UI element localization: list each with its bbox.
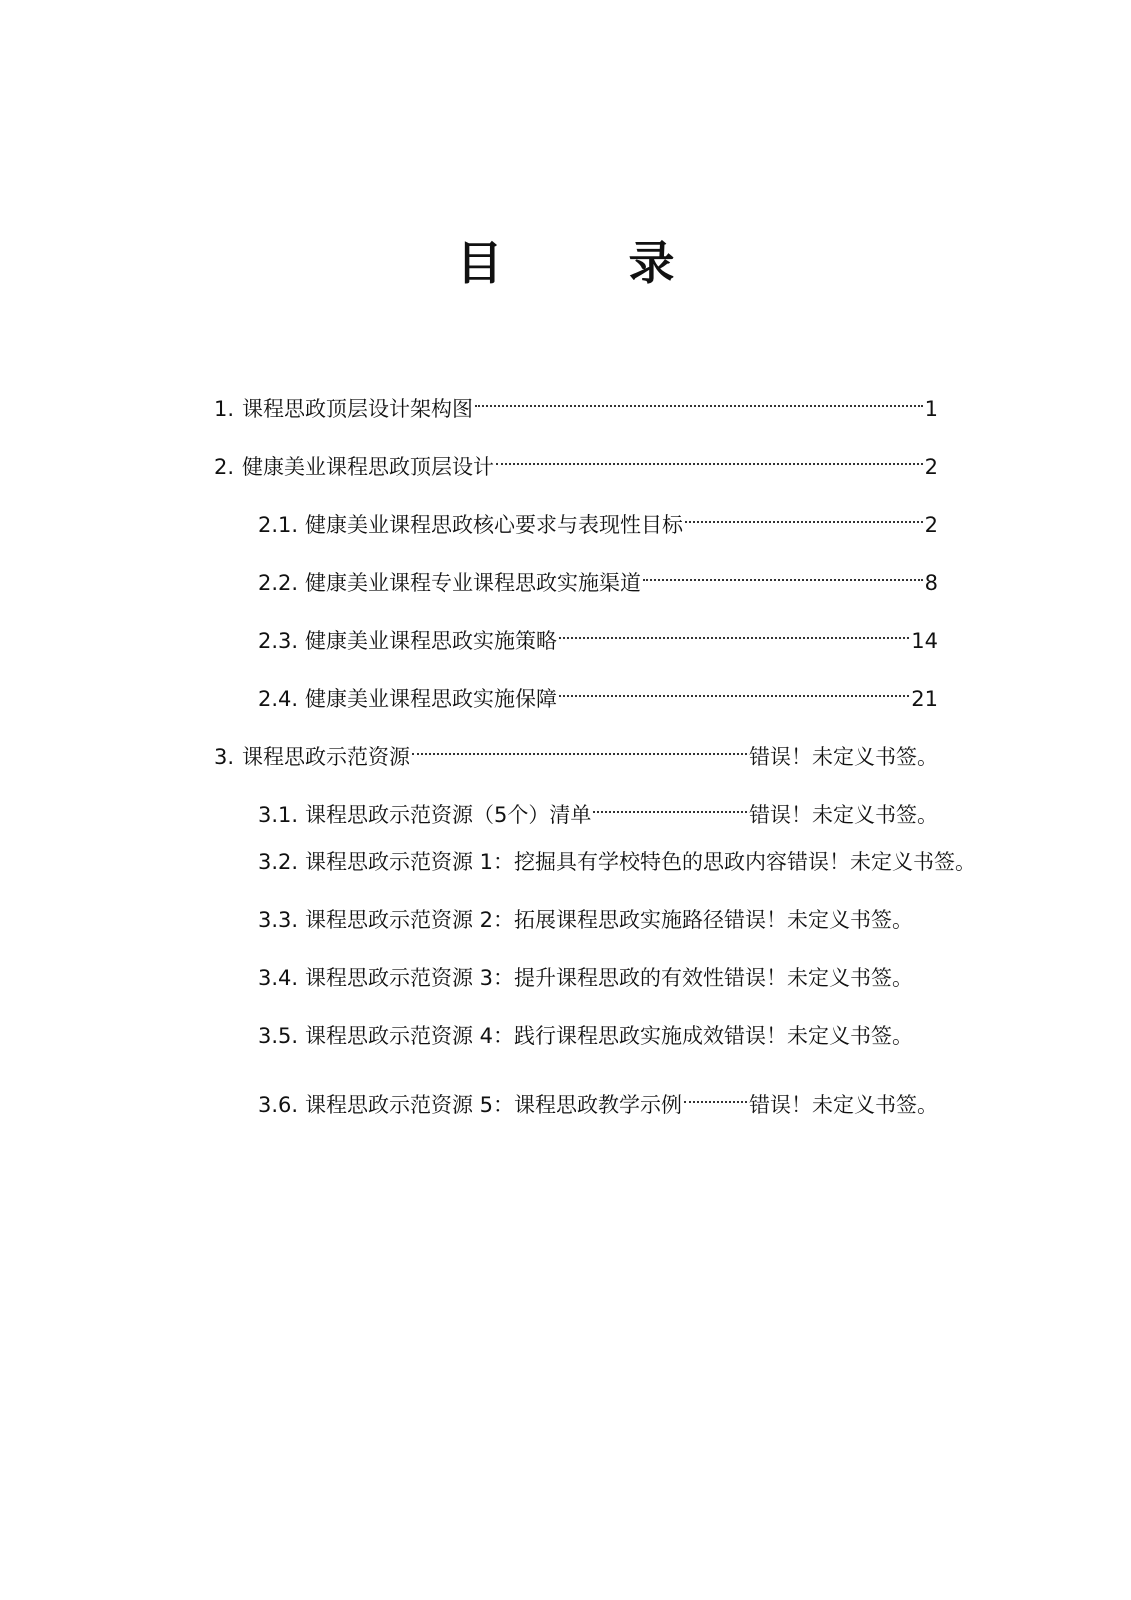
toc-leader-dots [559,612,909,648]
toc-leader-dots [475,380,923,416]
toc-entry-page: 错误！未定义书签。 [749,803,938,827]
toc-entry-page: 1 [924,397,938,421]
toc-entry-number: 2.2. [258,571,299,595]
toc-entry-title: 健康美业课程思政实施保障 [305,687,557,711]
toc-entry-page: 错误！未定义书签。 [724,908,914,932]
toc-entry[interactable] [258,554,938,595]
toc-entry-title: 健康美业课程专业课程思政实施渠道 [305,571,641,595]
toc-entry[interactable] [258,960,913,996]
toc-entry-page: 错误！未定义书签。 [724,1024,914,1048]
toc-leader-dots [559,670,909,706]
toc-leader-dots [685,496,923,532]
toc-leader-dots [593,786,747,822]
toc-entry-title: 课程思政示范资源（5个）清单 [305,803,592,827]
toc-entry-title: 课程思政示范资源 4：践行课程思政实施成效 [305,1024,725,1048]
toc-leader-dots [643,554,923,590]
toc-entry-number: 2.1. [258,513,299,537]
toc-entry[interactable] [258,902,913,938]
toc-entry[interactable] [258,1076,938,1117]
toc-leader-dots [496,438,923,474]
toc-entry[interactable] [258,496,938,537]
toc-entry-title: 健康美业课程思政实施策略 [305,629,557,653]
toc-entry-title: 健康美业课程思政核心要求与表现性目标 [305,513,683,537]
toc-entry[interactable] [214,728,938,769]
toc-entry-title: 课程思政示范资源 [242,745,410,769]
toc-entry-title: 课程思政顶层设计架构图 [242,397,473,421]
toc-entry-number: 3.3. [258,908,299,932]
toc-entry-number: 2. [214,455,235,479]
toc-entry-number: 3. [214,745,235,769]
toc-entry-number: 2.3. [258,629,299,653]
toc-entry-page: 2 [924,455,938,479]
toc-entry[interactable] [258,844,976,880]
toc-entry-page: 错误！未定义书签。 [749,745,938,769]
toc-entry[interactable] [258,1018,913,1054]
toc-entry[interactable] [214,380,938,421]
toc-entry-page: 错误！未定义书签。 [787,850,977,874]
toc-entry[interactable] [214,438,938,479]
toc-entry-page: 错误！未定义书签。 [749,1093,938,1117]
toc-entry-page: 错误！未定义书签。 [724,966,914,990]
toc-entry-page: 14 [911,629,938,653]
toc-entry-page: 2 [924,513,938,537]
toc-entry-number: 3.4. [258,966,299,990]
toc-entry-number: 3.5. [258,1024,299,1048]
toc-leader-dots [412,728,747,764]
toc-entry-number: 2.4. [258,687,299,711]
toc-entry-title: 课程思政示范资源 1：挖掘具有学校特色的思政内容 [305,850,788,874]
toc-entry-title: 健康美业课程思政顶层设计 [242,455,494,479]
toc-leader-dots [684,1076,747,1112]
toc-entry-page: 8 [924,571,938,595]
toc-entry-title: 课程思政示范资源 2：拓展课程思政实施路径 [305,908,725,932]
toc-entry-number: 3.2. [258,850,299,874]
toc-entry-title: 课程思政示范资源 3：提升课程思政的有效性 [305,966,725,990]
toc-title: 目 录 [456,236,715,290]
toc-entry[interactable] [258,786,938,827]
toc-entry-number: 3.6. [258,1093,299,1117]
toc-entry[interactable] [258,612,938,653]
toc-entry-page: 21 [911,687,938,711]
toc-entry[interactable] [258,670,938,711]
toc-entry-title: 课程思政示范资源 5：课程思政教学示例 [305,1093,683,1117]
toc-entry-number: 1. [214,397,235,421]
toc-entry-number: 3.1. [258,803,299,827]
